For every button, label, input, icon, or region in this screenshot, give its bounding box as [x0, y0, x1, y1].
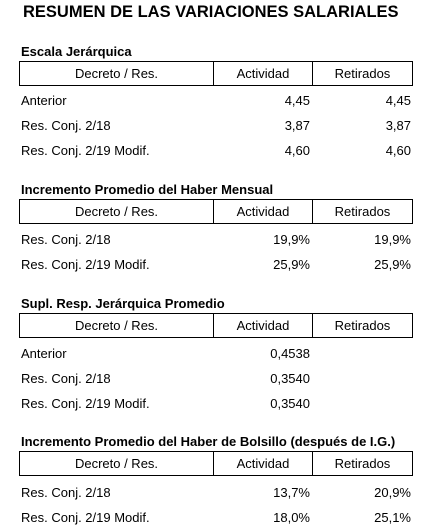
retirados-value: 20,9% [374, 485, 411, 500]
table-row [0, 394, 433, 414]
row-label: Res. Conj. 2/18 [21, 371, 111, 386]
actividad-value: 3,87 [284, 118, 310, 133]
header-decreto: Decreto / Res. [74, 456, 159, 471]
table-row [0, 255, 433, 275]
section-title: Incremento Promedio del Haber de Bolsillo (después de I.G.) [21, 434, 396, 449]
actividad-value: 0,4538 [270, 346, 310, 361]
header-retirados: Retirados [312, 62, 412, 85]
row-label: Res. Conj. 2/18 [21, 118, 111, 133]
table-row [0, 344, 433, 364]
actividad-value: 13,7% [273, 485, 310, 500]
row-label: Res. Conj. 2/19 Modif. [21, 510, 150, 525]
table-header [19, 313, 413, 338]
retirados-value: 25,9% [374, 257, 411, 272]
actividad-value: 18,0% [273, 510, 310, 525]
row-label: Res. Conj. 2/18 [21, 232, 111, 247]
table-header [19, 199, 413, 224]
row-label: Res. Conj. 2/19 Modif. [21, 257, 150, 272]
section-title: Incremento Promedio del Haber Mensual [21, 182, 274, 197]
row-label: Res. Conj. 2/18 [21, 485, 111, 500]
actividad-value: 19,9% [273, 232, 310, 247]
table-row [0, 508, 433, 528]
retirados-value: 19,9% [374, 232, 411, 247]
section-title: Escala Jerárquica [21, 44, 132, 59]
row-label: Anterior [21, 93, 67, 108]
actividad-value: 4,45 [284, 93, 310, 108]
table-row [0, 369, 433, 389]
retirados-value: 4,60 [385, 143, 411, 158]
actividad-value: 25,9% [273, 257, 310, 272]
header-retirados: Retirados [312, 314, 412, 337]
table-row [0, 141, 433, 161]
retirados-value: 4,45 [385, 93, 411, 108]
retirados-value: 3,87 [385, 118, 411, 133]
header-actividad: Actividad [213, 62, 312, 85]
actividad-value: 0,3540 [270, 396, 310, 411]
header-actividad: Actividad [213, 200, 312, 223]
header-retirados: Retirados [312, 452, 412, 475]
table-row [0, 91, 433, 111]
page-title: RESUMEN DE LAS VARIACIONES SALARIALES [23, 3, 399, 21]
header-actividad: Actividad [213, 452, 312, 475]
header-retirados: Retirados [312, 200, 412, 223]
actividad-value: 4,60 [284, 143, 310, 158]
table-row [0, 483, 433, 503]
actividad-value: 0,3540 [270, 371, 310, 386]
header-decreto: Decreto / Res. [74, 204, 159, 219]
header-actividad: Actividad [213, 314, 312, 337]
row-label: Res. Conj. 2/19 Modif. [21, 143, 150, 158]
table-header [19, 451, 413, 476]
table-row [0, 116, 433, 136]
retirados-value: 25,1% [374, 510, 411, 525]
section-title: Supl. Resp. Jerárquica Promedio [21, 296, 225, 311]
header-decreto: Decreto / Res. [74, 66, 159, 81]
row-label: Anterior [21, 346, 67, 361]
row-label: Res. Conj. 2/19 Modif. [21, 396, 150, 411]
table-header [19, 61, 413, 86]
table-row [0, 230, 433, 250]
header-decreto: Decreto / Res. [74, 318, 159, 333]
